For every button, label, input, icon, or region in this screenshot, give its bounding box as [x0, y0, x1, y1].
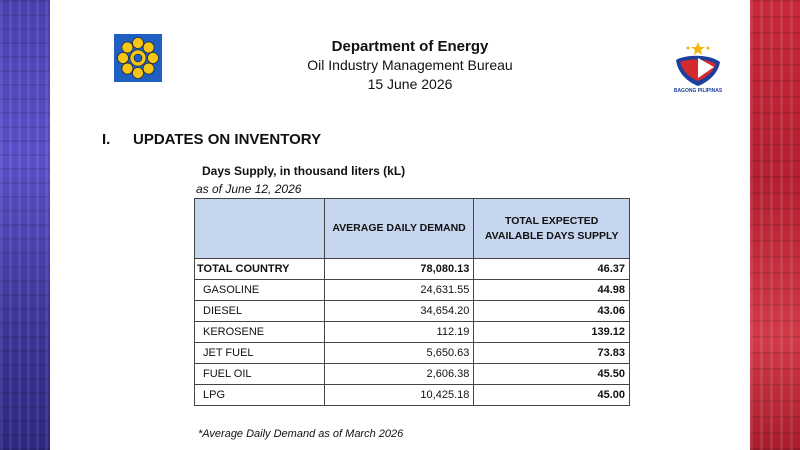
days-supply: 43.06 [474, 301, 630, 322]
section-title: UPDATES ON INVENTORY [133, 131, 322, 148]
document-page [50, 0, 750, 450]
days-supply: 45.50 [474, 364, 630, 385]
days-supply: 46.37 [474, 259, 630, 280]
svg-text:BAGONG PILIPINAS: BAGONG PILIPINAS [673, 88, 723, 94]
footnote: *Average Daily Demand as of March 2026 [198, 428, 404, 440]
average-daily-demand: 34,654.20 [324, 301, 474, 322]
table-row [195, 301, 630, 322]
average-daily-demand: 112.19 [324, 322, 474, 343]
average-daily-demand: 2,606.38 [324, 364, 474, 385]
bagong-pilipinas-icon [668, 40, 728, 94]
days-supply: 45.00 [474, 385, 630, 406]
table-row [195, 322, 630, 343]
product-name: TOTAL COUNTRY [195, 259, 325, 280]
bureau-title: Oil Industry Management Bureau [307, 57, 513, 73]
product-name: JET FUEL [195, 343, 325, 364]
left-background-panel [0, 0, 50, 450]
document-header [220, 37, 600, 94]
table-row [195, 385, 630, 406]
average-daily-demand: 5,650.63 [324, 343, 474, 364]
department-title: Department of Energy [331, 38, 489, 55]
report-date: 15 June 2026 [367, 76, 453, 92]
table-row-total-country [195, 259, 630, 280]
product-name: LPG [195, 385, 325, 406]
header-product [195, 199, 325, 259]
product-name: DIESEL [195, 301, 325, 322]
as-of-date: as of June 12, 2026 [196, 182, 302, 196]
product-name: FUEL OIL [195, 364, 325, 385]
right-background-panel [750, 0, 800, 450]
days-supply: 44.98 [474, 280, 630, 301]
days-supply: 139.12 [474, 322, 630, 343]
table-row [195, 280, 630, 301]
days-supply: 73.83 [474, 343, 630, 364]
doe-seal-icon [114, 34, 162, 82]
average-daily-demand: 10,425.18 [324, 385, 474, 406]
average-daily-demand: 24,631.55 [324, 280, 474, 301]
header-average-daily-demand: AVERAGE DAILY DEMAND [324, 199, 474, 259]
table-row [195, 343, 630, 364]
table-header-row [195, 199, 630, 259]
average-daily-demand: 78,080.13 [324, 259, 474, 280]
product-name: GASOLINE [195, 280, 325, 301]
table-row [195, 364, 630, 385]
inventory-table [194, 198, 630, 406]
table-caption: Days Supply, in thousand liters (kL) [202, 164, 406, 178]
header-days-supply: TOTAL EXPECTED AVAILABLE DAYS SUPPLY [474, 199, 630, 259]
section-number: I. [102, 131, 111, 148]
product-name: KEROSENE [195, 322, 325, 343]
section-heading [102, 131, 321, 148]
